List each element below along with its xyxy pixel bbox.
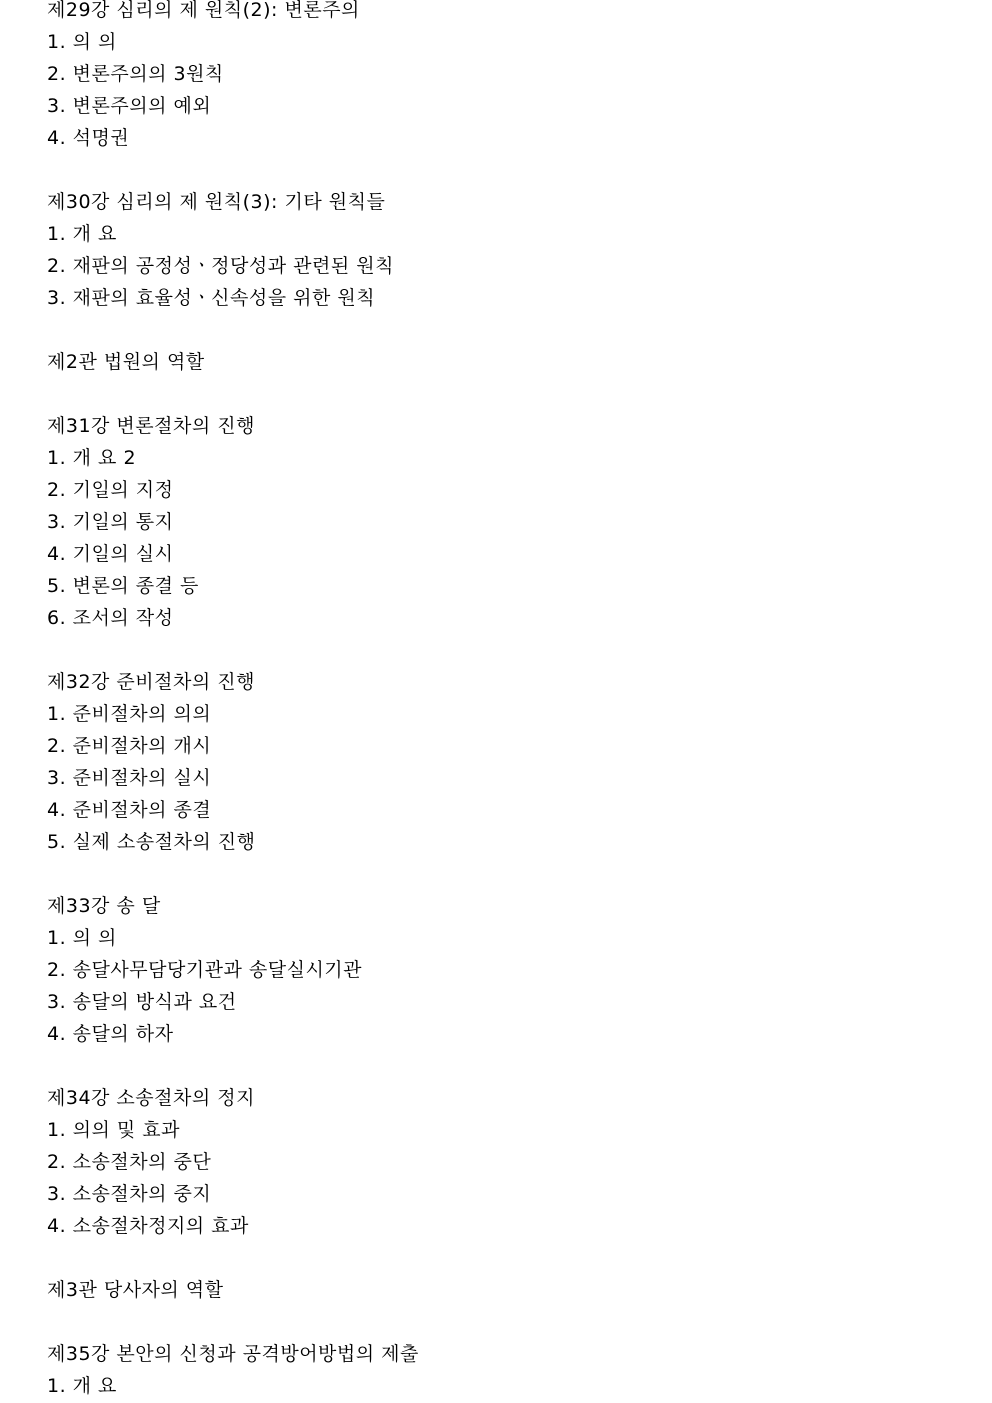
list-item: 3. 소송절차의 중지	[47, 1183, 212, 1205]
list-item: 3. 송달의 방식과 요건	[47, 991, 237, 1013]
section-heading: 제33강 송 달	[47, 895, 161, 917]
list-item: 2. 기일의 지정	[47, 479, 174, 501]
list-item: 3. 준비절차의 실시	[47, 767, 212, 789]
list-item: 4. 송달의 하자	[47, 1023, 174, 1045]
list-item: 3. 기일의 통지	[47, 511, 174, 533]
list-item: 4. 소송절차정지의 효과	[47, 1215, 249, 1237]
blank-line	[47, 858, 967, 890]
chapter-heading: 제3관 당사자의 역할	[47, 1279, 224, 1301]
list-item: 2. 변론주의의 3원칙	[47, 63, 224, 85]
list-item: 1. 준비절차의 의의	[47, 703, 212, 725]
blank-line	[47, 1306, 967, 1338]
section-heading: 제34강 소송절차의 정지	[47, 1087, 255, 1109]
blank-line	[47, 1242, 967, 1274]
section-heading: 제31강 변론절차의 진행	[47, 415, 255, 437]
list-item: 2. 소송절차의 중단	[47, 1151, 212, 1173]
list-item: 4. 준비절차의 종결	[47, 799, 212, 821]
list-item: 2. 재판의 공정성ㆍ정당성과 관련된 원칙	[47, 255, 394, 277]
section-heading: 제29강 심리의 제 원칙(2): 변론주의	[47, 0, 360, 21]
blank-line	[47, 1050, 967, 1082]
list-item: 1. 개 요	[47, 1375, 117, 1397]
list-item: 1. 의 의	[47, 927, 117, 949]
list-item: 1. 의 의	[47, 31, 117, 53]
list-item: 5. 실제 소송절차의 진행	[47, 831, 256, 853]
list-item: 5. 변론의 종결 등	[47, 575, 199, 597]
section-heading: 제30강 심리의 제 원칙(3): 기타 원칙들	[47, 191, 386, 213]
list-item: 1. 개 요	[47, 223, 117, 245]
list-item: 4. 석명권	[47, 127, 130, 149]
blank-line	[47, 634, 967, 666]
blank-line	[47, 314, 967, 346]
list-item: 4. 기일의 실시	[47, 543, 174, 565]
document-body	[47, 0, 967, 1402]
blank-line	[47, 378, 967, 410]
section-heading: 제35강 본안의 신청과 공격방어방법의 제출	[47, 1343, 419, 1365]
list-item: 3. 변론주의의 예외	[47, 95, 212, 117]
blank-line	[47, 154, 967, 186]
list-item: 1. 의의 및 효과	[47, 1119, 181, 1141]
list-item: 1. 개 요 2	[47, 447, 137, 469]
list-item: 6. 조서의 작성	[47, 607, 174, 629]
list-item: 2. 송달사무담당기관과 송달실시기관	[47, 959, 363, 981]
list-item: 3. 재판의 효율성ㆍ신속성을 위한 원칙	[47, 287, 376, 309]
section-heading: 제32강 준비절차의 진행	[47, 671, 255, 693]
chapter-heading: 제2관 법원의 역할	[47, 351, 205, 373]
list-item: 2. 준비절차의 개시	[47, 735, 212, 757]
